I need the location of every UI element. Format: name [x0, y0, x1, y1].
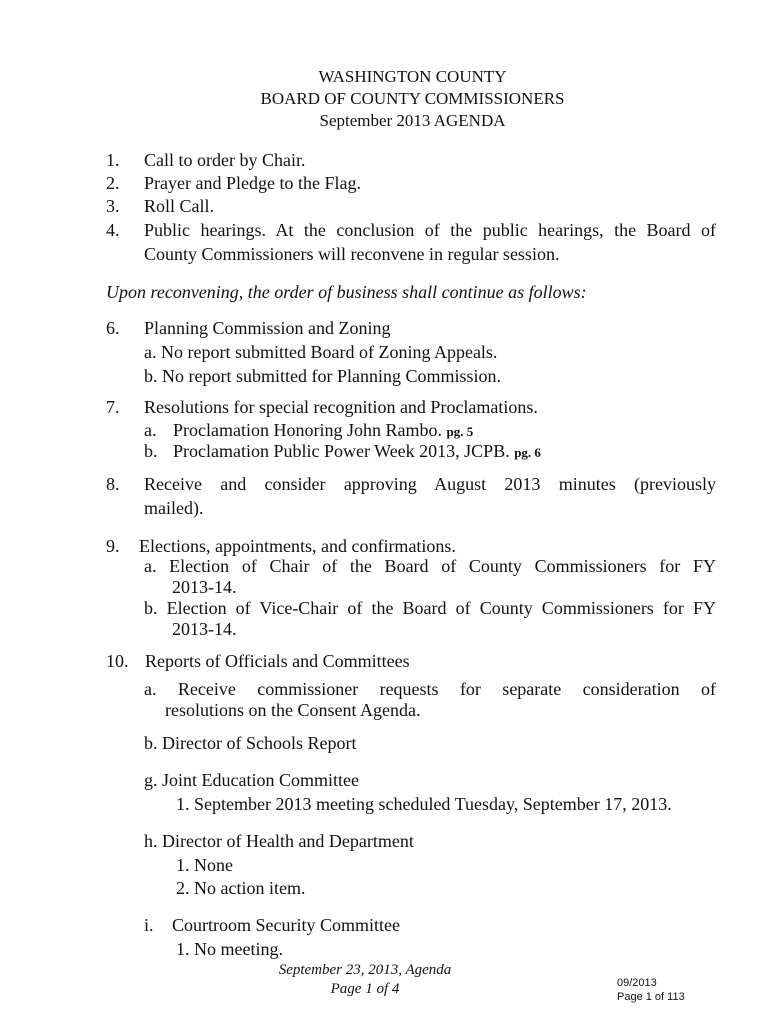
item-reports: Reports of Officials and Committees [145, 651, 410, 671]
subitem-letter: i. [144, 915, 154, 935]
subitem-election-chair-cont: 2013-14. [172, 577, 237, 597]
reconvening-intro: Upon reconvening, the order of business shall continue as follows: [106, 282, 587, 302]
footer-date: September 23, 2013, Agenda [278, 962, 452, 978]
subitem-election-vice-chair-cont: 2013-14. [172, 619, 237, 639]
subitem-letter: b. [144, 441, 158, 461]
subitem-election-vice-chair: b. Election of Vice-Chair of the Board of County Commissioners for FY [144, 598, 716, 618]
item-public-hearings-cont: County Commissioners will reconvene in regular session. [144, 244, 560, 264]
subitem-letter: a. [144, 420, 157, 440]
subitem-health-none: 1. None [176, 855, 233, 875]
document-stamp-date: 09/2013 [617, 977, 657, 989]
item-number: 8. [106, 474, 120, 494]
item-roll-call: Roll Call. [144, 196, 215, 216]
item-minutes: Receive and consider approving August 2013 minutes (previously [144, 474, 716, 494]
item-number: 3. [106, 196, 120, 216]
subitem-courtroom-security: Courtroom Security Committee [172, 915, 400, 935]
subitem-zoning-appeals: a. No report submitted Board of Zoning Appeals. [144, 342, 498, 362]
subitem-commissioner-requests-cont: resolutions on the Consent Agenda. [165, 700, 421, 720]
subitem-proclamation-rambo: Proclamation Honoring John Rambo. pg. 5 [173, 420, 474, 440]
item-number: 4. [106, 220, 120, 240]
item-minutes-cont: mailed). [144, 498, 204, 518]
item-prayer-pledge: Prayer and Pledge to the Flag. [144, 173, 361, 193]
subitem-planning-commission: b. No report submitted for Planning Commission. [144, 366, 501, 386]
item-number: 9. [106, 536, 120, 556]
item-number: 2. [106, 173, 120, 193]
subitem-proclamation-power-week: Proclamation Public Power Week 2013, JCPB. pg. 6 [173, 441, 541, 461]
item-number: 10. [106, 651, 129, 671]
subitem-commissioner-requests: a. Receive commissioner requests for separate consideration of [144, 679, 716, 699]
item-planning-zoning: Planning Commission and Zoning [144, 318, 391, 338]
board-title: BOARD OF COUNTY COMMISSIONERS [260, 89, 565, 108]
subitem-director-health: h. Director of Health and Department [144, 831, 414, 851]
page-reference: pg. 5 [446, 424, 474, 439]
subitem-election-chair: a. Election of Chair of the Board of County Commissioners for FY [144, 556, 716, 576]
subitem-courtroom-no-meeting: 1. No meeting. [176, 939, 283, 959]
item-number: 1. [106, 150, 120, 170]
item-resolutions: Resolutions for special recognition and Proclamations. [144, 397, 538, 417]
subitem-director-schools: b. Director of Schools Report [144, 733, 357, 753]
page-reference: pg. 6 [514, 445, 541, 460]
subitem-joint-education: g. Joint Education Committee [144, 770, 359, 790]
footer-page-number: Page 1 of 4 [330, 981, 400, 997]
item-number: 6. [106, 318, 120, 338]
document-stamp-page: Page 1 of 113 [617, 991, 685, 1003]
item-number: 7. [106, 397, 120, 417]
subitem-joint-education-meeting: 1. September 2013 meeting scheduled Tuesday, September 17, 2013. [176, 794, 672, 814]
county-title: WASHINGTON COUNTY [318, 67, 507, 86]
item-elections: Elections, appointments, and confirmations. [139, 536, 456, 556]
subitem-health-no-action: 2. No action item. [176, 878, 306, 898]
agenda-title: September 2013 AGENDA [319, 111, 506, 130]
item-public-hearings: Public hearings. At the conclusion of the public hearings, the Board of [144, 220, 716, 240]
item-call-to-order: Call to order by Chair. [144, 150, 306, 170]
